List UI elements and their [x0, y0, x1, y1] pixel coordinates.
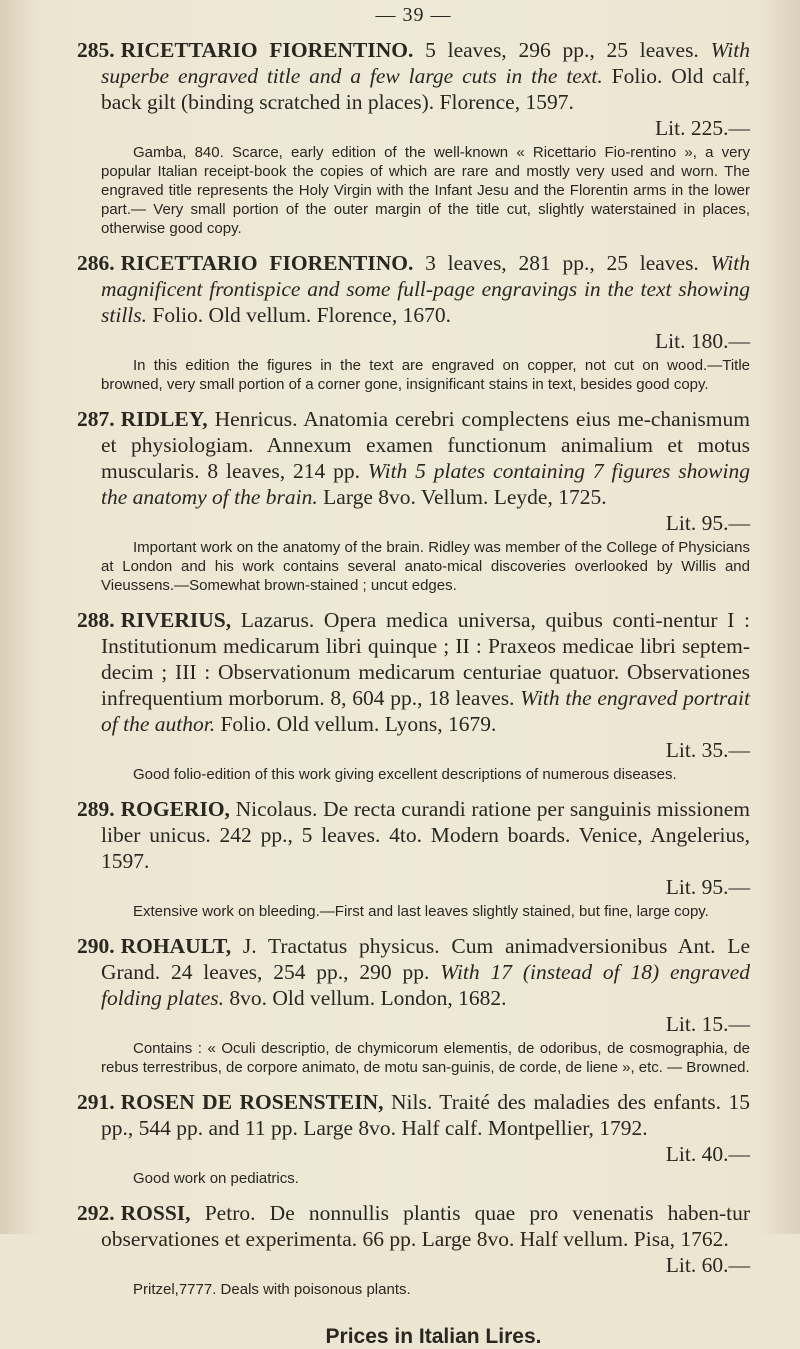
entry-illustrations: With the engraved portrait of the author.	[101, 686, 750, 736]
entry-note: Gamba, 840. Scarce, early edition of the well-known « Ricettario Fio-rentino », a very popular Italian receipt-book the copies of which are rare and mostly very used and worn. The engraved title represents the Holy Virgin with the Infant Jesu and the Florentin arms in the lower part.— Very small portion of the outer margin of the title cut, slightly waterstained in places, otherwise good copy.	[101, 144, 750, 237]
entry-imprint: Folio. Old calf, back gilt (binding scratched in places). Florence, 1597.	[101, 64, 750, 114]
entry-price: Lit. 225.—	[655, 116, 750, 140]
entry-title: Nicolaus. De recta curandi ratione per sanguinis missionem liber unicus. 242 pp., 5 leaves. 4to. Modern boards. Venice, Angelerius, 1597.	[101, 797, 750, 873]
entry-author: RIVERIUS,	[120, 608, 232, 632]
entry-heading	[77, 37, 750, 115]
entry-note: Important work on the anatomy of the brain. Ridley was member of the College of Physicians at London and his work contains several anato-mical discoveries overlooked by Willis and Vieussens.—Somewhat brown-stained ; uncut edges.	[101, 539, 750, 594]
entry-number: 291.	[77, 1090, 115, 1114]
entry-heading	[77, 1089, 750, 1141]
entry-heading	[77, 933, 750, 1011]
entry-illustrations: With 17 (instead of 18) engraved folding plates.	[101, 960, 750, 1010]
entry-title: 5 leaves, 296 pp., 25 leaves.	[413, 38, 711, 62]
entry-heading	[77, 250, 750, 328]
entry-title: 3 leaves, 281 pp., 25 leaves.	[413, 251, 711, 275]
entry-title: Petro. De nonnullis plantis quae pro venenatis haben-tur observationes et experimenta. 66 pp. Large 8vo. Half vellum. Pisa, 1762.	[101, 1201, 750, 1251]
entry-author: ROSSI,	[120, 1201, 191, 1225]
catalogue-entry	[77, 933, 750, 1077]
entry-price: Lit. 40.—	[665, 1142, 750, 1166]
entry-number: 285.	[77, 38, 115, 62]
entry-note: Extensive work on bleeding.—First and last leaves slightly stained, but fine, large copy.	[133, 903, 709, 920]
entry-author: ROHAULT,	[120, 934, 232, 958]
entry-author: RICETTARIO FIORENTINO.	[120, 251, 414, 275]
entry-price: Lit. 95.—	[665, 511, 750, 535]
catalogue-entry	[77, 1200, 750, 1299]
entry-heading	[77, 796, 750, 874]
entry-number: 289.	[77, 797, 115, 821]
entry-number: 287.	[77, 407, 115, 431]
catalogue-entry	[77, 607, 750, 784]
page-number: — 39 —	[375, 4, 452, 26]
entry-price: Lit. 180.—	[655, 329, 750, 353]
entries-list	[77, 37, 750, 1299]
entry-note: In this edition the figures in the text are engraved on copper, not cut on wood.—Title browned, very small portion of a corner gone, insignificant stains in text, besides good copy.	[101, 357, 750, 393]
footer-note: Prices in Italian Lires.	[325, 1325, 542, 1348]
entry-number: 290.	[77, 934, 115, 958]
entry-price: Lit. 15.—	[665, 1012, 750, 1036]
entry-imprint: Folio. Old vellum. Lyons, 1679.	[215, 712, 497, 736]
entry-author: ROGERIO,	[120, 797, 230, 821]
catalogue-entry	[77, 796, 750, 921]
entry-number: 292.	[77, 1201, 115, 1225]
entry-illustrations: With magnificent frontispice and some full-page engravings in the text showing stills.	[101, 251, 750, 327]
entry-title: Henricus. Anatomia cerebri complectens eius me-chanismum et physiologiam. Annexum examen functionum animalium et motus muscularis. 8 leaves, 214 pp.	[101, 407, 750, 483]
catalogue-entry	[77, 37, 750, 238]
entry-note: Good folio-edition of this work giving excellent descriptions of numerous diseases.	[133, 766, 677, 783]
entry-heading	[77, 406, 750, 510]
entry-imprint: Large 8vo. Vellum. Leyde, 1725.	[317, 485, 607, 509]
entry-title: J. Tractatus physicus. Cum animadversionibus Ant. Le Grand. 24 leaves, 254 pp., 290 pp.	[101, 934, 750, 984]
entry-illustrations: With superbe engraved title and a few large cuts in the text.	[101, 38, 750, 88]
catalogue-entry	[77, 1089, 750, 1188]
entry-price: Lit. 60.—	[665, 1253, 750, 1277]
entry-author: ROSEN DE ROSENSTEIN,	[120, 1090, 384, 1114]
entry-number: 288.	[77, 608, 115, 632]
entry-illustrations: With 5 plates containing 7 figures showing the anatomy of the brain.	[101, 459, 750, 509]
entry-heading	[77, 1200, 750, 1252]
entry-note: Good work on pediatrics.	[133, 1170, 299, 1187]
entry-imprint: 8vo. Old vellum. London, 1682.	[224, 986, 507, 1010]
entry-title: Lazarus. Opera medica universa, quibus conti-nentur I : Institutionum medicarum libri quinque ; II : Praxeos medicae libri septem-decim ; III : Observationum medicarum centuriae quatuor. Observationes infrequentium morborum. 8, 604 pp., 18 leaves.	[101, 608, 750, 710]
entry-heading	[77, 607, 750, 737]
entry-author: RIDLEY,	[120, 407, 208, 431]
entry-price: Lit. 95.—	[665, 875, 750, 899]
entry-note: Contains : « Oculi descriptio, de chymicorum elementis, de odoribus, de cosmographia, de rebus terrestribus, de corpore animato, de motu san-guinis, de corde, de liene », etc. — Browned.	[101, 1040, 750, 1076]
entry-note: Pritzel,7777. Deals with poisonous plants.	[133, 1281, 411, 1298]
entry-price: Lit. 35.—	[665, 738, 750, 762]
entry-number: 286.	[77, 251, 115, 275]
entry-imprint: Folio. Old vellum. Florence, 1670.	[147, 303, 451, 327]
catalogue-entry	[77, 406, 750, 595]
entry-title: Nils. Traité des maladies des enfants. 15 pp., 544 pp. and 11 pp. Large 8vo. Half calf. Montpellier, 1792.	[101, 1090, 750, 1140]
catalogue-entry	[77, 250, 750, 394]
entry-author: RICETTARIO FIORENTINO.	[120, 38, 414, 62]
